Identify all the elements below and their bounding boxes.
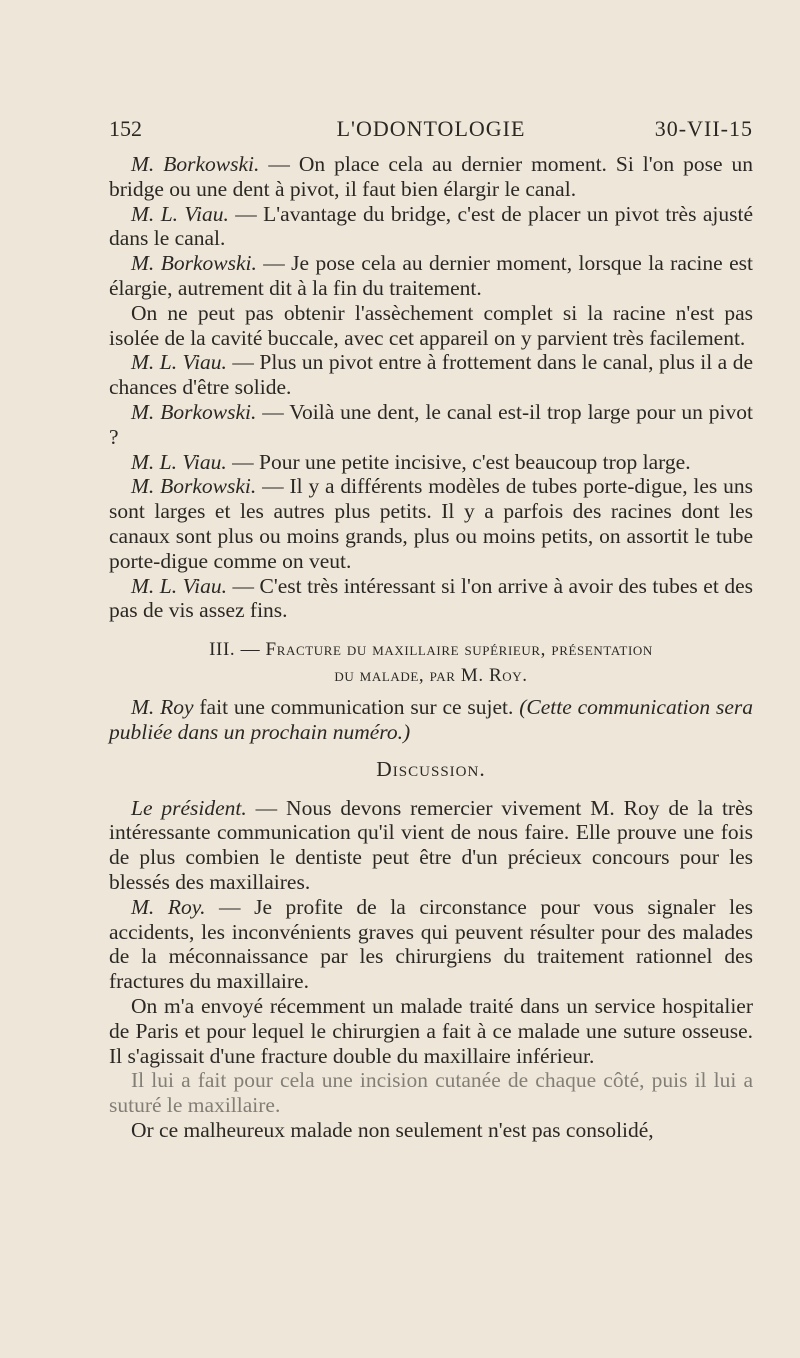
speaker-name: Le président. xyxy=(131,795,247,820)
paragraph xyxy=(109,1118,753,1143)
speaker-name: M. L. Viau. xyxy=(131,573,228,598)
paragraph xyxy=(109,895,753,994)
paragraph xyxy=(109,574,753,624)
speaker-name: M. Borkowski. xyxy=(131,251,257,276)
speaker-name: M. Borkowski. xyxy=(131,474,257,499)
speaker-name: M. Borkowski. xyxy=(131,399,257,424)
paragraph-text: On ne peut pas obtenir l'assèchement complet si la racine n'est pas isolée de la cavité buccale, avec cet appareil on y parvient très facilement. xyxy=(109,300,753,350)
paragraph-text: fait une communication sur ce sujet. xyxy=(193,695,520,720)
speaker-name: M. Borkowski. xyxy=(131,152,260,176)
paragraph xyxy=(109,301,753,351)
journal-title: L'ODONTOLOGIE xyxy=(336,116,526,141)
paragraph-text: — Je pose cela au dernier moment, lorsque la racine est élargie, autrement dit à la fin du traitement. xyxy=(109,251,753,300)
paragraph-text: Or ce malheureux malade non seulement n'est pas consolidé, xyxy=(131,1117,654,1142)
paragraph xyxy=(109,1068,753,1118)
speaker-name: M. L. Viau. xyxy=(131,201,229,226)
paragraph-text: — Plus un pivot entre à frottement dans le canal, plus il a de chances d'être solide. xyxy=(109,350,753,400)
paragraph-text: — Voilà une dent, le canal est-il trop large pour un pivot ? xyxy=(109,399,753,449)
paragraph xyxy=(109,474,753,573)
editorial-note: (Cette communication sera publiée dans un prochain numéro.) xyxy=(109,695,754,744)
paragraph xyxy=(109,994,753,1068)
paragraph-text: Il lui a fait pour cela une incision cutanée de chaque côté, puis il lui a suturé le maxillaire. xyxy=(109,1068,753,1118)
section-heading xyxy=(109,637,753,689)
paragraph xyxy=(109,450,753,475)
paragraph-text: On m'a envoyé récemment un malade traité dans un service hospitalier de Paris et pour lequel le chirurgien a fait à ce malade une suture osseuse. Il s'agissait d'une fracture double du maxillaire inférieur. xyxy=(109,993,753,1068)
paragraph-text: — Pour une petite incisive, c'est beaucoup trop large. xyxy=(226,449,691,474)
paragraph xyxy=(109,695,753,745)
page-number: 152 xyxy=(109,116,142,141)
paragraph xyxy=(109,202,753,252)
running-header xyxy=(109,116,753,146)
body-text xyxy=(109,152,753,1143)
paragraph xyxy=(109,400,753,450)
paragraph-text: — L'avantage du bridge, c'est de placer un pivot très ajusté dans le canal. xyxy=(109,201,753,251)
paragraph xyxy=(109,350,753,400)
issue-date: 30-VII-15 xyxy=(654,116,753,141)
paragraph-text: — On place cela au dernier moment. Si l'on pose un bridge ou une dent à pivot, il faut bien élargir le canal. xyxy=(109,152,753,201)
paragraph-text: — Je profite de la circonstance pour vous signaler les accidents, les inconvénients graves qui peuvent résulter pour des malades de la méconnaissance par les chirurgiens du traitement rationnel des fractures du maxillaire. xyxy=(109,894,753,994)
section-heading-line-1: III. — Fracture du maxillaire supérieur, présentation xyxy=(209,639,653,661)
speaker-name: M. L. Viau. xyxy=(131,449,227,474)
speaker-name: M. L. Viau. xyxy=(131,350,227,375)
discussion-heading: Discussion. xyxy=(376,756,486,781)
paragraph xyxy=(109,251,753,301)
paragraph xyxy=(109,796,753,895)
paragraph-text: — Il y a différents modèles de tubes porte-digue, les uns sont larges et les autres plus petits. Il y a parfois des racines dont les canaux sont plus ou moins grands, plus ou moins petits, on assortit le tube porte-digue comme on veut. xyxy=(109,474,754,573)
section-heading-line-2: du malade, par M. Roy. xyxy=(334,665,528,687)
paragraph xyxy=(109,152,753,202)
paragraph-text: — C'est très intéressant si l'on arrive à avoir des tubes et des pas de vis assez fins. xyxy=(109,573,753,623)
speaker-name: M. Roy. xyxy=(131,894,206,919)
paragraph-text: — Nous devons remercier vivement M. Roy de la très intéressante communication qu'il vient de nous faire. Elle prouve une fois de plus combien le dentiste peut être d'un précieux concours pour les blessés des maxillaires. xyxy=(109,795,753,894)
speaker-name: M. Roy xyxy=(131,695,194,720)
